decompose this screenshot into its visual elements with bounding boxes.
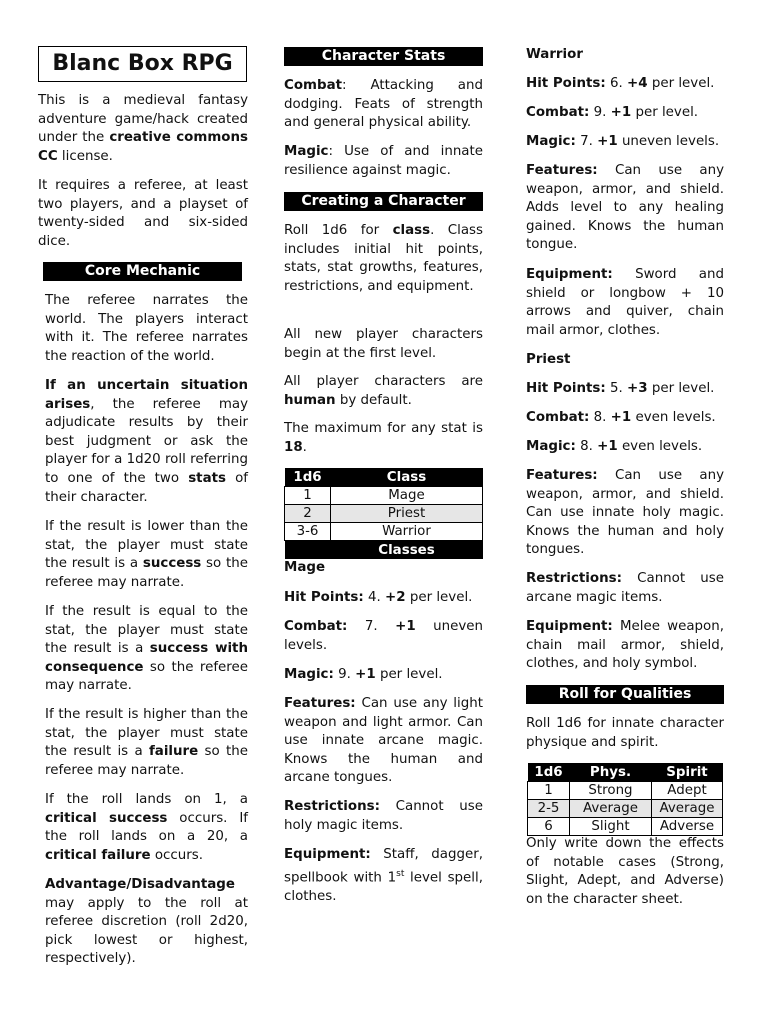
table-cell: Adverse xyxy=(652,818,723,836)
character-stats-heading: Character Stats xyxy=(284,47,483,66)
table-row xyxy=(528,782,723,800)
class-table-header: 1d6 xyxy=(285,468,331,487)
priest-equipment: Equipment: Melee weapon, chain mail armor, shield, clothes, and holy symbol. xyxy=(526,619,724,672)
mage-hit-points: Hit Points: 4. +2 per level. xyxy=(284,590,473,605)
warrior-magic: Magic: 7. +1 uneven levels. xyxy=(526,134,720,149)
creating-paragraph-2: All new player characters begin at the first level. xyxy=(284,327,483,361)
warrior-combat: Combat: 9. +1 per level. xyxy=(526,105,699,120)
table-cell: Average xyxy=(570,800,652,818)
core-paragraph-6: If the roll lands on 1, a critical success occurs. If the roll lands on a 20, a critical failure occurs. xyxy=(45,792,248,863)
priest-hit-points: Hit Points: 5. +3 per level. xyxy=(526,381,715,396)
table-cell: Priest xyxy=(331,505,483,523)
priest-combat: Combat: 8. +1 even levels. xyxy=(526,410,716,425)
priest-magic: Magic: 8. +1 even levels. xyxy=(526,439,703,454)
intro-paragraph-2: It requires a referee, at least two players, and a playset of twenty-sided and six-sided dice. xyxy=(38,178,248,249)
table-row xyxy=(528,800,723,818)
table-cell: Average xyxy=(652,800,723,818)
table-cell: 6 xyxy=(528,818,570,836)
table-footer-spacer xyxy=(285,541,331,560)
class-table xyxy=(284,468,483,559)
core-paragraph-2: If an uncertain situation arises, the referee may adjudicate results by their best judgment or ask the player for a 1d20 roll referring to one of the two stats of their character. xyxy=(45,378,249,505)
warrior-features: Features: Can use any weapon, armor, and shield. Adds level to any healing gained. Knows the human tongue. xyxy=(526,163,724,253)
qualities-paragraph-2: Only write down the effects of notable cases (Strong, Slight, Adept, and Adverse) on the character sheet. xyxy=(526,836,724,907)
roll-qualities-heading: Roll for Qualities xyxy=(526,685,724,704)
creating-paragraph-1: Roll 1d6 for class. Class includes initial hit points, stats, stat growths, features, restrictions, and equipment. xyxy=(284,223,483,294)
mage-restrictions: Restrictions: Cannot use holy magic items. xyxy=(284,799,483,833)
table-row xyxy=(285,523,483,541)
core-paragraph-4: If the result is equal to the stat, the player must state the result is a success with consequence so the referee may narrate. xyxy=(45,604,248,694)
mage-combat: Combat: 7. +1 uneven levels. xyxy=(284,619,483,653)
qualities-table-header: Spirit xyxy=(652,763,723,782)
table-cell: Warrior xyxy=(331,523,483,541)
core-paragraph-5: If the result is higher than the stat, the player must state the result is a failure so the referee may narrate. xyxy=(45,707,248,778)
core-mechanic-heading: Core Mechanic xyxy=(43,262,242,281)
table-cell: Adept xyxy=(652,782,723,800)
table-cell: 1 xyxy=(528,782,570,800)
table-cell: 2-5 xyxy=(528,800,570,818)
table-cell: 2 xyxy=(285,505,331,523)
mage-equipment: Equipment: Staff, dagger, spellbook with 1st level spell, clothes. xyxy=(284,847,483,904)
class-table-caption: Classes xyxy=(331,541,483,560)
qualities-table xyxy=(527,763,723,836)
table-cell: 3-6 xyxy=(285,523,331,541)
priest-restrictions: Restrictions: Cannot use arcane magic items. xyxy=(526,571,724,605)
mage-heading: Mage xyxy=(284,560,326,575)
warrior-heading: Warrior xyxy=(526,47,583,62)
class-table-header: Class xyxy=(331,468,483,487)
creating-character-heading: Creating a Character xyxy=(284,192,483,211)
creating-paragraph-3: All player characters are human by default. xyxy=(284,374,483,408)
intro-paragraph-1: This is a medieval fantasy adventure game/hack created under the creative commons CC license. xyxy=(38,93,248,164)
table-cell: Strong xyxy=(570,782,652,800)
priest-features: Features: Can use any weapon, armor, and shield. Can use innate holy magic. Knows the human and holy tongues. xyxy=(526,468,724,558)
qualities-paragraph-1: Roll 1d6 for innate character physique and spirit. xyxy=(526,716,724,750)
mage-magic: Magic: 9. +1 per level. xyxy=(284,667,443,682)
page-title: Blanc Box RPG xyxy=(38,46,247,82)
qualities-table-header: 1d6 xyxy=(528,763,570,782)
warrior-equipment: Equipment: Sword and shield or longbow + 10 arrows and quiver, chain mail armor, clothes. xyxy=(526,267,724,338)
stat-combat: Combat: Attacking and dodging. Feats of strength and general physical ability. xyxy=(284,78,483,131)
core-paragraph-3: If the result is lower than the stat, the player must state the result is a success so the referee may narrate. xyxy=(45,519,248,590)
core-paragraph-1: The referee narrates the world. The players interact with it. The referee narrates the reaction of the world. xyxy=(45,293,248,364)
priest-heading: Priest xyxy=(526,352,571,367)
table-row xyxy=(528,818,723,836)
warrior-hit-points: Hit Points: 6. +4 per level. xyxy=(526,76,715,91)
table-cell: Mage xyxy=(331,487,483,505)
stat-magic: Magic: Use of and innate resilience against magic. xyxy=(284,144,483,178)
table-row xyxy=(285,487,483,505)
core-paragraph-7: Advantage/Disadvantage may apply to the roll at referee discretion (roll 2d20, pick lowest or highest, respectively). xyxy=(45,877,248,967)
table-row xyxy=(285,505,483,523)
creating-paragraph-4: The maximum for any stat is 18. xyxy=(284,421,483,455)
table-cell: Slight xyxy=(570,818,652,836)
qualities-table-header: Phys. xyxy=(570,763,652,782)
table-cell: 1 xyxy=(285,487,331,505)
mage-features: Features: Can use any light weapon and light armor. Can use innate arcane magic. Knows the human and arcane tongues. xyxy=(284,696,483,786)
